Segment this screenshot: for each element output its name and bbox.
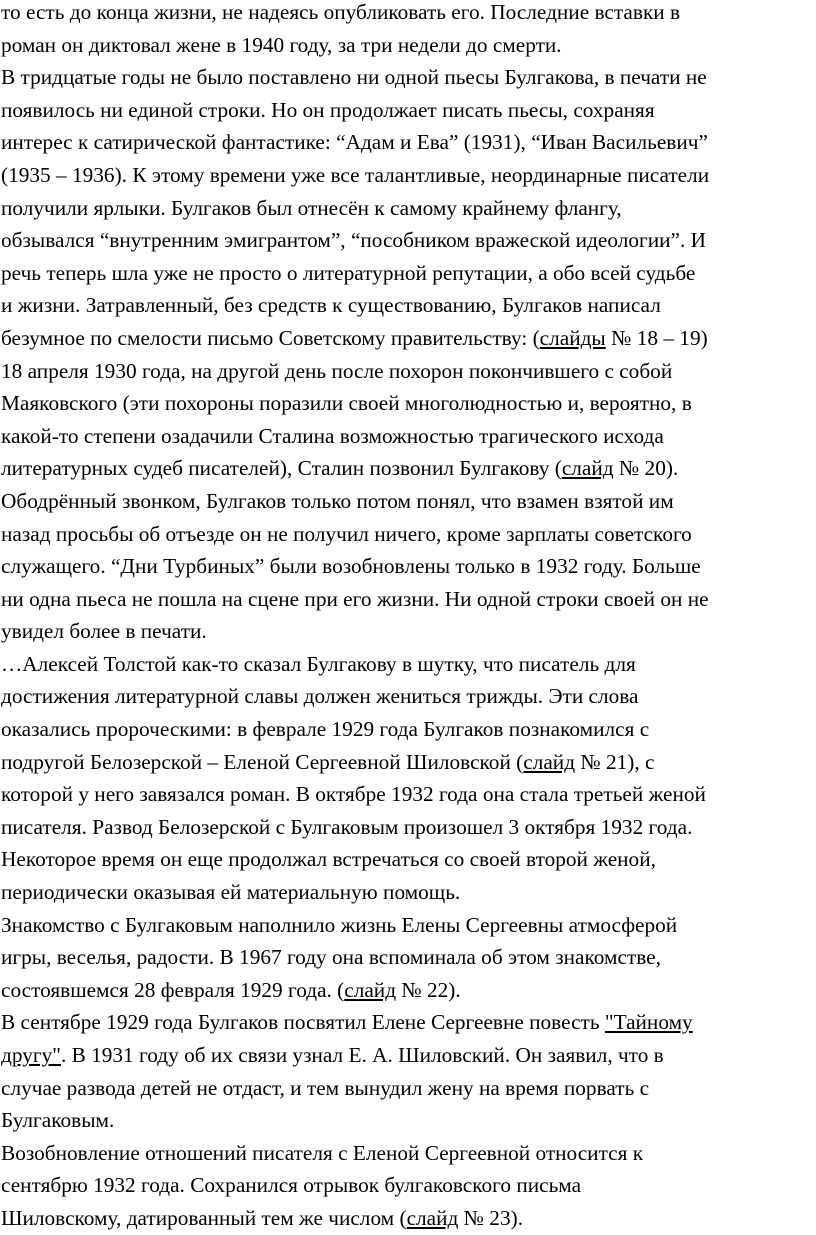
text-line: появилось ни единой строки. Но он продолжает писать пьесы, сохраняя <box>1 97 655 122</box>
text-line: какой-то степени озадачили Сталина возможностью трагического исхода <box>1 423 664 448</box>
text-line: (1935 – 1936). К этому времени уже все талантливые, неординарные писатели <box>1 162 710 187</box>
slide-21-link[interactable]: слайд <box>523 749 576 774</box>
text-line: Знакомство с Булгаковым наполнило жизнь Елены Сергеевны атмосферой <box>1 912 678 937</box>
text-line <box>1 322 816 355</box>
secret-friend-link[interactable]: другу" <box>1 1043 61 1067</box>
text-line: которой у него завязался роман. В октябре 1932 года она стала третьей женой <box>1 782 706 807</box>
text-line: то есть до конца жизни, не надеясь опубликовать его. Последние вставки в <box>1 0 681 24</box>
text-line: периодически оказывая ей материальную помощь. <box>1 880 461 905</box>
slide-20-link[interactable]: слайд <box>561 456 614 481</box>
paragraph-2 <box>1 61 816 648</box>
text-line: писателя. Развод Белозерской с Булгаковым произошел 3 октября 1932 года. <box>1 814 693 839</box>
text-line <box>1 1039 816 1072</box>
slide-23-link[interactable]: слайд <box>406 1205 459 1230</box>
text-line: Некоторое время он еще продолжал встречаться со своей второй женой, <box>1 847 656 872</box>
secret-friend-link[interactable]: "Тайному <box>604 1010 693 1035</box>
text-line: ни одна пьеса не пошла на сцене при его жизни. Ни одной строки своей он не <box>1 586 709 611</box>
paragraph-6 <box>1 1137 816 1235</box>
text-line: увидел более в печати. <box>1 619 207 644</box>
text-line <box>1 1202 816 1235</box>
text-line: назад просьбы об отъезде он не получил ничего, кроме зарплаты советского <box>1 521 692 546</box>
text-segment: литературных судеб писателей), Сталин позвонил Булгакову ( <box>1 456 562 481</box>
text-line: получили ярлыки. Булгаков был отнесён к самому крайнему флангу, <box>1 195 622 220</box>
text-line: Возобновление отношений писателя с Еленой Сергеевной относится к <box>1 1140 644 1165</box>
text-line <box>1 452 816 485</box>
text-line <box>1 1006 816 1039</box>
text-segment: подругой Белозерской – Еленой Сергеевной Шиловской ( <box>1 749 524 774</box>
text-segment: № 18 – 19) <box>605 325 708 350</box>
text-line: обзывался “внутренним эмигрантом”, “пособником вражеской идеологии”. И <box>1 228 707 253</box>
paragraph-5 <box>1 1006 816 1136</box>
text-line: речь теперь шла уже не просто о литературной репутации, а обо всей судьбе <box>1 260 696 285</box>
text-line: 18 апреля 1930 года, на другой день после похорон покончившего с собой <box>1 358 673 383</box>
text-segment: Шиловскому, датированный тем же числом ( <box>1 1205 407 1230</box>
paragraph-1 <box>1 0 816 61</box>
text-segment: безумное по смелости письмо Советскому правительству: ( <box>1 325 540 350</box>
text-line <box>1 746 816 779</box>
text-segment: В сентябре 1929 года Булгаков посвятил Елене Сергеевне повесть <box>1 1010 605 1035</box>
text-line: игры, веселья, радости. В 1967 году она вспоминала об этом знакомстве, <box>1 945 661 970</box>
paragraph-4 <box>1 909 816 1007</box>
text-line: оказались пророческими: в феврале 1929 года Булгаков познакомился с <box>1 717 650 742</box>
text-line: роман он диктовал жене в 1940 году, за три недели до смерти. <box>1 32 562 57</box>
text-line: Маяковского (эти похороны поразили своей многолюдностью и, вероятно, в <box>1 391 692 416</box>
paragraph-3 <box>1 648 816 909</box>
text-line: сентябрю 1932 года. Сохранился отрывок булгаковского письма <box>1 1173 582 1198</box>
text-segment: № 20). <box>613 456 679 481</box>
slide-22-link[interactable]: слайд <box>344 977 397 1002</box>
text-line: Ободрённый звонком, Булгаков только потом понял, что взамен взятой им <box>1 488 674 513</box>
text-segment: № 21), с <box>575 749 655 774</box>
text-line: достижения литературной славы должен жениться трижды. Эти слова <box>1 684 639 709</box>
text-line: …Алексей Толстой как-то сказал Булгакову в шутку, что писатель для <box>1 651 636 676</box>
text-segment: № 22). <box>396 977 461 1002</box>
text-line: Булгаковым. <box>1 1108 115 1133</box>
text-line: интерес к сатирической фантастике: “Адам и Ева” (1931), “Иван Васильевич” <box>1 130 708 155</box>
text-line: случае развода детей не отдаст, и тем вынудил жену на время порвать с <box>1 1075 650 1100</box>
text-line: В тридцатые годы не было поставлено ни одной пьесы Булгакова, в печати не <box>1 65 707 90</box>
text-segment: состоявшемся 28 февраля 1929 года. ( <box>1 977 345 1002</box>
text-segment: . В 1931 году об их связи узнал Е. А. Шиловский. Он заявил, что в <box>60 1043 664 1067</box>
slides-18-19-link[interactable]: слайды <box>539 325 606 350</box>
text-line: служащего. “Дни Турбиных” были возобновлены только в 1932 году. Больше <box>1 554 701 579</box>
text-line <box>1 974 816 1007</box>
text-segment: № 23). <box>458 1205 524 1230</box>
text-line: и жизни. Затравленный, без средств к существованию, Булгаков написал <box>1 293 661 318</box>
